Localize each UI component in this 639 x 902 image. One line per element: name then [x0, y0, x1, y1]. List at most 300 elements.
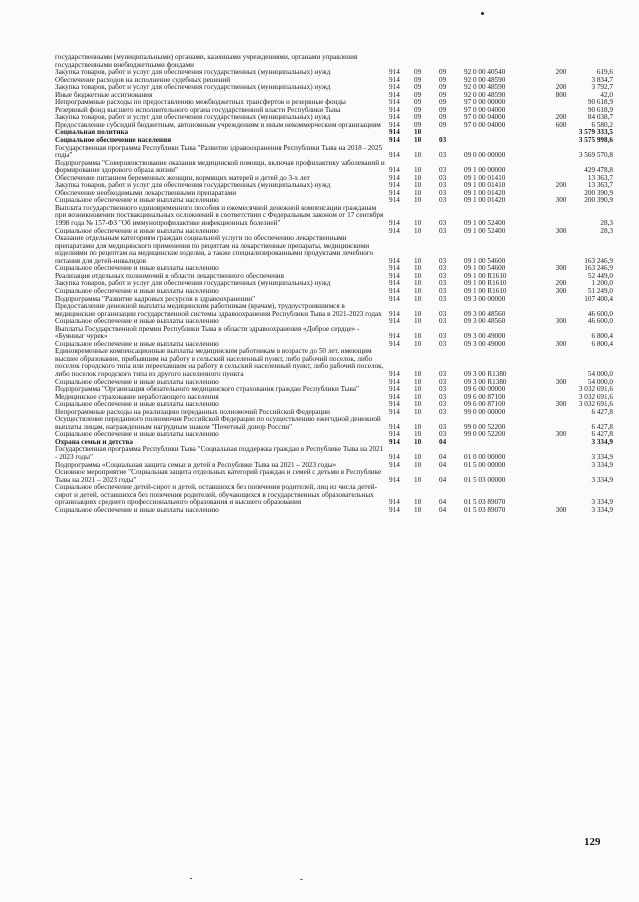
row-grbs: 914: [389, 339, 400, 348]
row-grbs: 914: [389, 98, 400, 107]
row-section: 09: [414, 98, 422, 107]
row-target-code: 97 0 00 04000: [464, 105, 506, 114]
row-section: 10: [414, 475, 422, 484]
row-target-code: 01 5 00 00000: [464, 460, 506, 469]
table-row: [55, 446, 613, 461]
row-amount: 54 000,0: [587, 369, 613, 378]
row-section: 10: [414, 219, 422, 228]
row-expense-type: [546, 296, 576, 304]
row-amount: 200 390,9: [584, 196, 613, 205]
row-expense-type: [546, 462, 576, 470]
row-section: 10: [414, 460, 422, 469]
row-name: Предоставление денежной выплаты медицинским работникам (врачам), трудоустроившимся в медицинские организации государственной системы здравоохранения Республики Тыва в 2021-2023 годах: [55, 302, 382, 318]
row-expense-type: 300: [555, 286, 567, 295]
budget-table: [55, 54, 613, 514]
row-section: 10: [414, 339, 422, 348]
row-grbs: 914: [389, 317, 400, 326]
row-expense-type: [546, 386, 576, 394]
table-row: [55, 160, 613, 175]
row-amount: 3 032 691,6: [578, 385, 613, 394]
row-amount: 6 427,8: [591, 407, 613, 416]
row-subsection: 03: [439, 294, 447, 303]
row-grbs: 914: [389, 136, 400, 145]
row-target-code: 99 0 00 52200: [464, 422, 506, 431]
table-row: [55, 145, 613, 160]
row-subsection: 03: [439, 422, 447, 431]
row-amount: 107 400,4: [584, 294, 613, 303]
row-amount: 3 032 691,6: [578, 400, 613, 409]
row-amount: 6 800,4: [591, 339, 613, 348]
row-expense-type: [546, 348, 576, 378]
row-expense-type: 300: [555, 317, 567, 326]
row-grbs: 914: [389, 332, 400, 341]
row-grbs: 914: [389, 75, 400, 84]
row-expense-type: [546, 99, 576, 107]
row-name: Оказание отдельным категориям граждан социальной услуги по обеспечению лекарственными препаратами для медицинского применения по рецептам на лекарственные препараты, медицинскими изделиями по рецептам на медицинские изделия, а также специализированными продуктами лечебного питания для детей-инвалидов: [55, 234, 374, 265]
row-name: Подпрограмма "Организация обязательного медицинского страхования граждан Республики Тыва": [55, 385, 359, 394]
row-name: Социальное обеспечение и иные выплаты населению: [55, 430, 219, 439]
row-expense-type: [546, 235, 576, 265]
row-name: Закупка товаров, работ и услуг для обеспечения государственных (муниципальных) нужд: [55, 83, 331, 92]
row-subsection: 09: [439, 83, 447, 92]
row-amount: 51 249,0: [587, 286, 613, 295]
row-expense-type: [546, 160, 576, 175]
row-amount: 46 600,0: [587, 309, 613, 318]
row-target-code: 92 0 00 48590: [464, 90, 506, 99]
row-section: 10: [414, 226, 422, 235]
row-name: Социальное обеспечение и иные выплаты населению: [55, 196, 219, 205]
row-grbs: 914: [389, 271, 400, 280]
row-name: Социальное обеспечение детей-сирот и детей, оставшихся без попечения родителей, лиц из числа детей-сирот и детей, оставшихся без попечения родителей, обучающихся в государственных образовательных организациях среднего профессионального образования и высшего образования: [55, 483, 377, 507]
row-subsection: 04: [439, 498, 447, 507]
row-target-code: 09 0 00 00000: [464, 151, 506, 160]
row-subsection: 03: [439, 173, 447, 182]
row-section: 10: [414, 309, 422, 318]
row-grbs: 914: [389, 188, 400, 197]
table-row: [55, 348, 613, 378]
row-grbs: 914: [389, 219, 400, 228]
row-section: 10: [414, 392, 422, 401]
row-amount: 3 569 570,8: [578, 151, 613, 160]
row-section: 10: [414, 196, 422, 205]
row-subsection: 03: [439, 264, 447, 273]
row-amount: 28,3: [600, 226, 613, 235]
row-name: Единовременные компенсационные выплаты медицинским работникам в возрасте до 50 лет, имеющим высшее образование, прибывшим на работу в сельский населенный пункт, либо рабочий поселок, либо поселок городского типа или переехавшим на работу в сельский населенный пункт, либо рабочий поселок, либо поселок городского типа из другого населенного пункта: [55, 347, 384, 378]
row-subsection: 03: [439, 226, 447, 235]
row-target-code: 01 5 03 89070: [464, 498, 506, 507]
row-target-code: 92 0 00 48590: [464, 83, 506, 92]
budget-table-body: [55, 54, 613, 514]
row-expense-type: 300: [555, 339, 567, 348]
row-grbs: 914: [389, 437, 400, 446]
row-section: 10: [414, 498, 422, 507]
row-amount: 429 478,8: [584, 166, 613, 175]
row-section: 10: [414, 422, 422, 431]
row-subsection: 09: [439, 113, 447, 122]
table-row: [55, 303, 613, 318]
row-subsection: 09: [439, 105, 447, 114]
row-target-code: 09 3 00 00000: [464, 294, 506, 303]
row-subsection: 09: [439, 120, 447, 129]
row-grbs: 914: [389, 83, 400, 92]
row-subsection: 03: [439, 332, 447, 341]
row-name: Выплаты Государственной премии Республики Тыва в области здравоохранения «Доброе сердце» - «Буянныг чурек»: [55, 324, 360, 341]
row-name: Государственная программа Республики Тыва "Социальная поддержка граждан в Республике Тыва на 2021 - 2023 годы": [55, 445, 384, 461]
row-expense-type: 200: [555, 83, 567, 92]
row-subsection: 04: [439, 437, 447, 446]
row-grbs: 914: [389, 294, 400, 303]
row-amount: 3 834,7: [591, 75, 613, 84]
row-section: 10: [414, 136, 422, 145]
row-section: 10: [414, 437, 422, 446]
row-section: 10: [414, 279, 422, 288]
row-target-code: 09 1 00 01420: [464, 188, 506, 197]
row-target-code: 09 1 00 52400: [464, 219, 506, 228]
row-amount: 200 390,9: [584, 188, 613, 197]
row-target-code: [464, 137, 546, 145]
row-target-code: 97 0 00 04000: [464, 113, 506, 122]
row-grbs: 914: [389, 256, 400, 265]
row-amount: 42,0: [600, 90, 613, 99]
row-target-code: 09 6 00 87100: [464, 400, 506, 409]
row-grbs: 914: [389, 181, 400, 190]
row-amount: 3 334,9: [591, 475, 613, 484]
row-name: Резервный фонд высшего исполнительного органа государственной власти Республики Тыва: [55, 105, 341, 114]
row-subsection: 04: [439, 475, 447, 484]
row-section: 10: [414, 173, 422, 182]
row-grbs: 914: [389, 105, 400, 114]
row-grbs: 914: [389, 264, 400, 273]
row-amount: 6 427,8: [591, 430, 613, 439]
row-name: Социальное обеспечение и иные выплаты населению: [55, 264, 219, 273]
row-expense-type: 300: [555, 377, 567, 386]
row-subsection: 03: [439, 392, 447, 401]
row-amount: 3 334,9: [591, 498, 613, 507]
row-amount: 13 363,7: [587, 173, 613, 182]
row-subsection: 03: [439, 317, 447, 326]
table-row: [55, 235, 613, 265]
row-section: 10: [414, 377, 422, 386]
row-grbs: 914: [389, 309, 400, 318]
row-grbs: 914: [389, 430, 400, 439]
row-grbs: 914: [389, 369, 400, 378]
row-expense-type: [546, 469, 576, 484]
row-amount: 3 579 333,5: [578, 128, 613, 137]
row-grbs: 914: [389, 422, 400, 431]
row-target-code: 09 1 00 00000: [464, 166, 506, 175]
row-amount: 52 449,0: [587, 271, 613, 280]
row-grbs: 914: [389, 475, 400, 484]
row-target-code: 09 1 00 54600: [464, 264, 506, 273]
row-amount: 3 334,9: [591, 460, 613, 469]
row-amount: 3 032 691,6: [578, 392, 613, 401]
row-name: Государственная программа Республики Тыва "Развитие здравоохранения Республики Тыва на 2018 - 2025 годы": [55, 143, 383, 160]
row-target-code: 99 0 00 00000: [464, 407, 506, 416]
row-subsection: [439, 54, 464, 69]
table-row: [55, 484, 613, 507]
row-grbs: [389, 54, 414, 69]
table-row: [55, 326, 613, 341]
row-name: Иные бюджетные ассигнования: [55, 90, 153, 99]
row-name: Обеспечение необходимыми лекарственными препаратами: [55, 188, 237, 197]
row-expense-type: 300: [555, 226, 567, 235]
row-expense-type: 300: [555, 430, 567, 439]
row-target-code: [464, 439, 546, 447]
row-target-code: 09 3 00 48560: [464, 317, 506, 326]
row-target-code: 09 3 00 48560: [464, 309, 506, 318]
row-name: Закупка товаров, работ и услуг для обеспечения государственных (муниципальных) нужд: [55, 68, 331, 77]
row-name: Закупка товаров, работ и услуг для обеспечения государственных (муниципальных) нужд: [55, 113, 331, 122]
row-section: 10: [414, 271, 422, 280]
row-expense-type: 200: [555, 113, 567, 122]
row-grbs: 914: [389, 173, 400, 182]
row-target-code: 09 1 00 01410: [464, 181, 506, 190]
row-amount: 3 792,7: [591, 83, 613, 92]
row-target-code: 92 0 00 40540: [464, 68, 506, 77]
row-section: 10: [414, 181, 422, 190]
row-grbs: 914: [389, 498, 400, 507]
row-section: 10: [414, 166, 422, 175]
row-expense-type: 200: [555, 181, 567, 190]
row-section: 10: [414, 407, 422, 416]
row-subsection: 03: [439, 407, 447, 416]
row-section: 09: [414, 75, 422, 84]
row-expense-type: [546, 416, 576, 431]
row-section: 09: [414, 105, 422, 114]
row-subsection: 03: [439, 151, 447, 160]
row-name: Закупка товаров, работ и услуг для обеспечения государственных (муниципальных) нужд: [55, 181, 331, 190]
row-grbs: 914: [389, 460, 400, 469]
row-amount: 90 618,9: [587, 98, 613, 107]
row-amount: 6 800,4: [591, 332, 613, 341]
row-grbs: 914: [389, 120, 400, 129]
row-subsection: 03: [439, 309, 447, 318]
row-grbs: 914: [389, 196, 400, 205]
row-grbs: 914: [389, 286, 400, 295]
row-subsection: 03: [439, 196, 447, 205]
row-name: Охрана семьи и детства: [55, 437, 133, 446]
row-section: [414, 54, 439, 69]
row-expense-type: [546, 129, 576, 137]
row-expense-type: [546, 409, 576, 417]
row-target-code: 09 1 00 52400: [464, 226, 506, 235]
row-target-code: 09 3 00 R1380: [464, 377, 507, 386]
row-grbs: 914: [389, 377, 400, 386]
row-section: 10: [414, 264, 422, 273]
row-target-code: 09 3 00 49000: [464, 332, 506, 341]
row-section: 10: [414, 400, 422, 409]
row-target-code: 97 0 00 00000: [464, 98, 506, 107]
row-name: Выплата государственного единовременного пособия и ежемесячной денежной компенсации гражданам при возникновении поствакцинальных осложнений в соответствии с Федеральным законом от 17 сентября 1998 года № 157-ФЗ "Об иммунопрофилактике инфекционных болезней": [55, 203, 384, 228]
row-target-code: 09 3 00 R1380: [464, 369, 507, 378]
row-expense-type: 800: [555, 90, 567, 99]
row-name: Социальное обеспечение и иные выплаты населению: [55, 377, 219, 386]
row-amount: 54 000,0: [587, 377, 613, 386]
row-amount: 3 334,9: [591, 437, 613, 446]
row-amount: 13 363,7: [587, 181, 613, 190]
row-subsection: 03: [439, 369, 447, 378]
row-grbs: 914: [389, 452, 400, 461]
row-expense-type: 300: [555, 400, 567, 409]
row-subsection: 09: [439, 90, 447, 99]
row-amount: 6 580,2: [591, 120, 613, 129]
row-grbs: 914: [389, 68, 400, 77]
row-subsection: 03: [439, 377, 447, 386]
row-target-code: [464, 54, 546, 69]
row-target-code: 09 1 00 R1610: [464, 286, 507, 295]
row-subsection: 03: [439, 279, 447, 288]
row-expense-type: [546, 303, 576, 318]
row-section: 10: [414, 430, 422, 439]
table-row: [55, 205, 613, 228]
table-row: [55, 54, 613, 69]
row-grbs: 914: [389, 90, 400, 99]
row-section: 09: [414, 90, 422, 99]
row-target-code: 01 5 03 00000: [464, 475, 506, 484]
row-expense-type: [546, 205, 576, 228]
row-subsection: 03: [439, 430, 447, 439]
row-name: Социальное обеспечение и иные выплаты населению: [55, 505, 219, 514]
row-section: 09: [414, 120, 422, 129]
row-subsection: 03: [439, 385, 447, 394]
page-number: 129: [584, 836, 601, 848]
row-subsection: 03: [439, 286, 447, 295]
row-subsection: 03: [439, 136, 447, 145]
row-grbs: 914: [389, 166, 400, 175]
row-amount: 3 334,9: [591, 452, 613, 461]
row-expense-type: 300: [555, 264, 567, 273]
table-row: [55, 122, 613, 130]
row-subsection: 04: [439, 452, 447, 461]
row-subsection: 03: [439, 188, 447, 197]
row-name: Реализация отдельных полномочий в области лекарственного обеспечения: [55, 271, 284, 280]
row-name: Подпрограмма "Совершенствование оказания медицинской помощи, включая профилактику заболеваний и формирование здорового образа жизни": [55, 158, 385, 175]
table-row: [55, 416, 613, 431]
table-row: [55, 507, 613, 515]
row-expense-type: [546, 484, 576, 507]
row-section: 10: [414, 151, 422, 160]
row-subsection: 09: [439, 68, 447, 77]
row-grbs: 914: [389, 392, 400, 401]
row-grbs: 914: [389, 505, 400, 514]
row-amount: 163 246,9: [584, 264, 613, 273]
row-name: Непрограммные расходы на реализацию переданных полномочий Российской Федерации: [55, 407, 330, 416]
scan-mark: [190, 878, 192, 879]
row-grbs: 914: [389, 407, 400, 416]
row-name: Социальная политика: [55, 128, 129, 137]
row-target-code: 97 0 00 04000: [464, 120, 506, 129]
row-expense-type: [546, 439, 576, 447]
row-name: Социальное обеспечение и иные выплаты населению: [55, 339, 219, 348]
row-section: 10: [414, 452, 422, 461]
row-name: Медицинское страхование неработающего населения: [55, 392, 219, 401]
row-amount: 619,6: [596, 68, 613, 77]
row-expense-type: [546, 137, 576, 145]
row-grbs: 914: [389, 400, 400, 409]
row-target-code: 09 1 00 R1610: [464, 279, 507, 288]
row-section: 10: [414, 128, 422, 137]
row-amount: 3 575 998,6: [578, 136, 613, 145]
row-name: Подпрограмма «Социальная защита семьи и детей в Республике Тыва на 2021 – 2023 годы»: [55, 460, 337, 469]
row-section: 09: [414, 83, 422, 92]
row-section: 10: [414, 294, 422, 303]
row-target-code: 99 0 00 52200: [464, 430, 506, 439]
row-name: Социальное обеспечение и иные выплаты населению: [55, 317, 219, 326]
row-expense-type: 200: [555, 68, 567, 77]
table-row: [55, 431, 613, 439]
row-amount: [576, 54, 613, 69]
row-name: Социальное обеспечение населения: [55, 136, 172, 145]
row-name: Социальное обеспечение и иные выплаты населению: [55, 286, 219, 295]
row-section: 10: [414, 188, 422, 197]
row-target-code: 01 0 00 00000: [464, 452, 506, 461]
row-amount: 46 600,0: [587, 317, 613, 326]
row-grbs: 914: [389, 385, 400, 394]
row-section: 10: [414, 317, 422, 326]
row-target-code: 09 1 00 01410: [464, 173, 506, 182]
row-expense-type: 600: [555, 120, 567, 129]
row-name: Непрограммные расходы по предоставлению межбюджетных трансфертов и резервные фонды: [55, 98, 346, 107]
row-target-code: 09 3 00 49000: [464, 339, 506, 348]
row-grbs: 914: [389, 279, 400, 288]
row-name: Предоставление субсидий бюджетным, автономным учреждениям и иным некоммерческим организациям: [55, 120, 381, 129]
row-expense-type: [546, 446, 576, 461]
row-subsection: 04: [439, 460, 447, 469]
row-expense-type: [546, 54, 576, 69]
row-section: 09: [414, 113, 422, 122]
row-target-code: 09 6 00 00000: [464, 385, 506, 394]
row-subsection: 03: [439, 271, 447, 280]
row-subsection: 04: [439, 505, 447, 514]
row-subsection: 09: [439, 75, 447, 84]
row-target-code: 01 5 03 89070: [464, 505, 506, 514]
row-amount: 1 200,0: [591, 279, 613, 288]
row-amount: 6 427,8: [591, 422, 613, 431]
row-name: Социальное обеспечение и иные выплаты населению: [55, 400, 219, 409]
row-subsection: 03: [439, 181, 447, 190]
row-section: 10: [414, 369, 422, 378]
row-subsection: 03: [439, 256, 447, 265]
row-section: 10: [414, 286, 422, 295]
row-grbs: 914: [389, 151, 400, 160]
row-target-code: 09 1 00 R1610: [464, 271, 507, 280]
row-expense-type: 300: [555, 196, 567, 205]
row-expense-type: 200: [555, 279, 567, 288]
row-target-code: 09 1 00 54600: [464, 256, 506, 265]
row-target-code: 09 1 00 01420: [464, 196, 506, 205]
row-subsection: 03: [439, 219, 447, 228]
row-grbs: 914: [389, 226, 400, 235]
row-expense-type: 300: [555, 505, 567, 514]
row-subsection: 03: [439, 400, 447, 409]
row-name: Закупка товаров, работ и услуг для обеспечения государственных (муниципальных) нужд: [55, 279, 331, 288]
row-section: 10: [414, 385, 422, 394]
row-section: 09: [414, 68, 422, 77]
row-grbs: 914: [389, 113, 400, 122]
row-target-code: 92 0 00 48590: [464, 75, 506, 84]
row-name: Подпрограмма "Развитие кадровых ресурсов в здравоохранении": [55, 294, 256, 303]
row-expense-type: [546, 326, 576, 341]
scan-speck: [481, 12, 484, 15]
row-subsection: 09: [439, 98, 447, 107]
row-name: Обеспечение расходов на исполнение судебных решений: [55, 75, 231, 84]
row-amount: 90 618,9: [587, 105, 613, 114]
row-target-code: 09 6 00 87100: [464, 392, 506, 401]
row-amount: 84 038,7: [587, 113, 613, 122]
row-amount: 3 334,9: [591, 505, 613, 514]
row-name: государственными (муниципальными) органами, казенными учреждениями, органами управления государственными внебюджетными фондами: [55, 53, 358, 69]
row-amount: 28,3: [600, 219, 613, 228]
